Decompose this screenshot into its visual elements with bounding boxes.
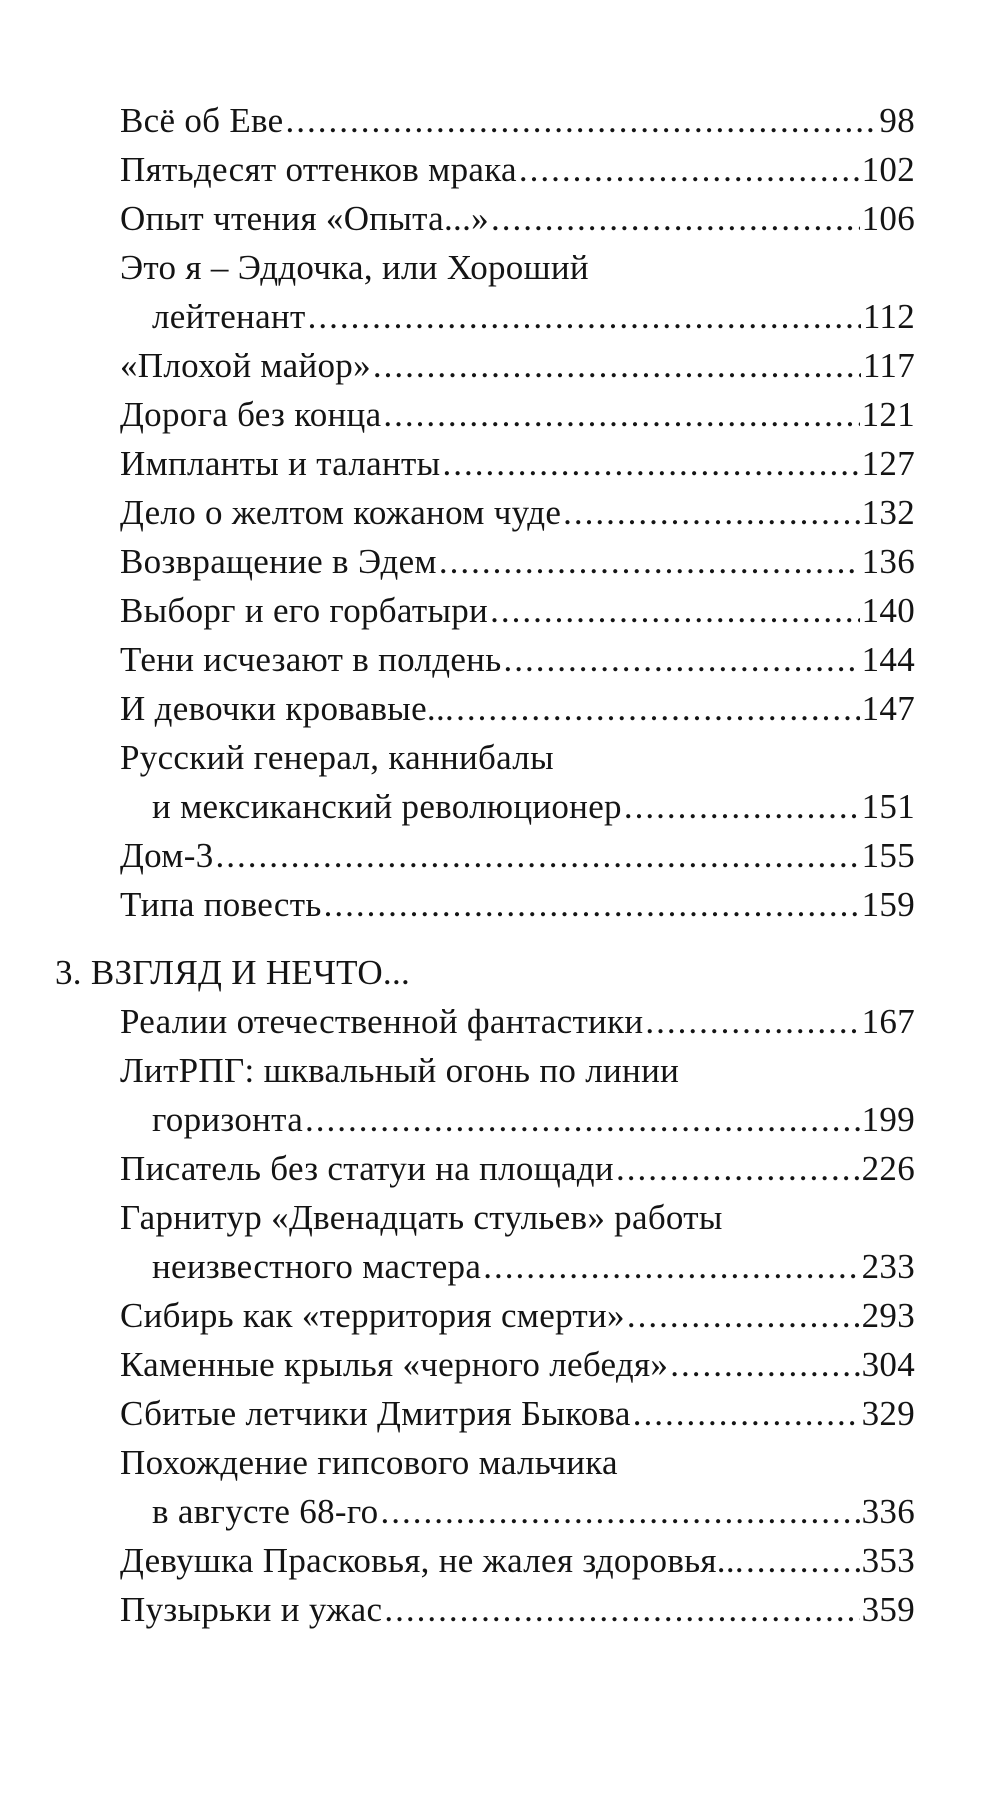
toc-entry-title: Пятьдесят оттенков мрака: [120, 150, 517, 189]
page-number: 167: [861, 1002, 915, 1041]
toc-entry: [55, 1046, 915, 1144]
toc-entry-line: [55, 537, 915, 586]
dot-leader: [645, 997, 859, 1046]
toc-entry: [55, 1585, 915, 1634]
toc-entry-line: [55, 145, 915, 194]
toc-entry-title: Дорога без конца: [120, 395, 382, 434]
toc-entry: [55, 684, 915, 733]
toc-entry-line: [55, 1389, 915, 1438]
toc-entry-line: [55, 586, 915, 635]
toc-entry: [55, 997, 915, 1046]
dot-leader: [308, 292, 861, 341]
dot-leader: [616, 1144, 860, 1193]
toc-entry-title: «Плохой майор»: [120, 346, 371, 385]
toc-entry-line: [55, 997, 915, 1046]
toc-entry: [55, 1193, 915, 1291]
page-number: 359: [861, 1590, 915, 1629]
dot-leader: [503, 635, 859, 684]
dot-leader: [490, 586, 860, 635]
dot-leader: [456, 684, 860, 733]
page-number: 102: [861, 150, 915, 189]
toc-entry-list: [55, 96, 915, 929]
toc-entry-title: Возвращение в Эдем: [120, 542, 437, 581]
toc-entry-title: Опыт чтения «Опыта...»: [120, 199, 489, 238]
toc-entry-title: Выборг и его горбатыри: [120, 591, 489, 630]
page-number: 159: [861, 885, 915, 924]
page-number: 117: [862, 346, 915, 385]
dot-leader: [380, 1487, 859, 1536]
toc-entry-title: и мексиканский революционер: [152, 787, 622, 826]
toc-entry-title: неизвестного мастера: [152, 1247, 482, 1286]
toc-entry-line: [55, 1536, 915, 1585]
toc-entry-title: Каменные крылья «черного лебедя»: [120, 1345, 669, 1384]
page-number: 293: [861, 1296, 915, 1335]
page-number: 329: [861, 1394, 915, 1433]
page-number: 304: [861, 1345, 915, 1384]
toc-entry-title: Писатель без статуи на площади: [120, 1149, 614, 1188]
page-number: 132: [861, 493, 915, 532]
toc-entry: [55, 1340, 915, 1389]
dot-leader: [627, 1291, 860, 1340]
toc-entry-line: [55, 390, 915, 439]
toc-entry: [55, 1144, 915, 1193]
dot-leader: [324, 880, 860, 929]
page-number: 199: [861, 1100, 915, 1139]
dot-leader: [383, 390, 859, 439]
toc-entry-line: [55, 831, 915, 880]
toc-entry-title: Дом-3: [120, 836, 214, 875]
toc-entry-line: [55, 96, 915, 145]
dot-leader: [746, 1536, 860, 1585]
toc-entry-title: Импланты и таланты: [120, 444, 441, 483]
dot-leader: [216, 831, 860, 880]
toc-entry: [55, 831, 915, 880]
dot-leader: [670, 1340, 859, 1389]
dot-leader: [384, 1585, 859, 1634]
toc-entry-line: [55, 1487, 915, 1536]
toc-entry: [55, 96, 915, 145]
page-number: 106: [861, 199, 915, 238]
toc-entry: [55, 733, 915, 831]
toc-entry-title: Девушка Прасковья, не жалея здоровья...: [120, 1541, 744, 1580]
dot-leader: [519, 145, 860, 194]
toc-entry-title-line: Русский генерал, каннибалы: [120, 738, 554, 777]
toc-entry: [55, 145, 915, 194]
dot-leader: [442, 439, 859, 488]
table-of-contents: [55, 96, 915, 1634]
toc-entry: [55, 586, 915, 635]
toc-entry-title-line: ЛитРПГ: шквальный огонь по линии: [120, 1051, 680, 1090]
page-number: 226: [861, 1149, 915, 1188]
page-number: 140: [861, 591, 915, 630]
toc-entry-line: [55, 194, 915, 243]
toc-entry: [55, 880, 915, 929]
toc-entry-line: [55, 488, 915, 537]
toc-entry-title: Всё об Еве: [120, 101, 284, 140]
toc-entry-title: Типа повесть: [120, 885, 322, 924]
toc-entry-title: Дело о желтом кожаном чуде: [120, 493, 562, 532]
toc-entry-title: горизонта: [152, 1100, 304, 1139]
page-number: 336: [861, 1492, 915, 1531]
page-number: 127: [861, 444, 915, 483]
toc-entry: [55, 488, 915, 537]
toc-entry: [55, 439, 915, 488]
toc-entry-line: [55, 341, 915, 390]
toc-entry-title: Тени исчезают в полдень: [120, 640, 502, 679]
dot-leader: [633, 1389, 860, 1438]
toc-entry-title: И девочки кровавые...: [120, 689, 455, 728]
toc-entry: [55, 1291, 915, 1340]
dot-leader: [439, 537, 860, 586]
toc-entry-title: Сибирь как «территория смерти»: [120, 1296, 625, 1335]
toc-entry-title-line: Похождение гипсового мальчика: [120, 1443, 618, 1482]
page-number: 151: [861, 787, 915, 826]
page-number: 147: [861, 689, 915, 728]
section-heading: 3. ВЗГЛЯД И НЕЧТО...: [55, 953, 411, 992]
toc-entry-line: [55, 880, 915, 929]
dot-leader: [491, 194, 860, 243]
page-number: 144: [861, 640, 915, 679]
toc-entry: [55, 390, 915, 439]
toc-entry-line: [55, 292, 915, 341]
toc-entry-title: Сбитые летчики Дмитрия Быкова: [120, 1394, 631, 1433]
page-number: 98: [879, 101, 915, 140]
toc-entry: [55, 1438, 915, 1536]
toc-entry-title-line: Это я – Эддочка, или Хороший: [120, 248, 589, 287]
dot-leader: [285, 96, 877, 145]
toc-entry-title: Пузырьки и ужас: [120, 1590, 383, 1629]
page-number: 155: [861, 836, 915, 875]
toc-entry-line: [55, 782, 915, 831]
toc-entry: [55, 194, 915, 243]
dot-leader: [373, 341, 861, 390]
toc-entry-line: [55, 1144, 915, 1193]
toc-entry: [55, 1536, 915, 1585]
toc-entry-line: [55, 1242, 915, 1291]
toc-entry-line: [55, 1291, 915, 1340]
toc-entry: [55, 1389, 915, 1438]
dot-leader: [563, 488, 859, 537]
toc-entry-line: [55, 439, 915, 488]
toc-entry-line: [55, 635, 915, 684]
toc-entry-title-line: Гарнитур «Двенадцать стульев» работы: [120, 1198, 723, 1237]
page-number: 121: [861, 395, 915, 434]
dot-leader: [624, 782, 860, 831]
toc-entry-line: [55, 1340, 915, 1389]
page-number: 136: [861, 542, 915, 581]
page-number: 353: [861, 1541, 915, 1580]
toc-entry-line: [55, 1095, 915, 1144]
toc-entry-title: лейтенант: [152, 297, 306, 336]
dot-leader: [305, 1095, 860, 1144]
toc-entry-title: Реалии отечественной фантастики: [120, 1002, 644, 1041]
toc-entry-line: [55, 1585, 915, 1634]
section-entry-list: [55, 997, 915, 1634]
toc-entry-title: в августе 68-го: [152, 1492, 379, 1531]
toc-entry: [55, 537, 915, 586]
toc-entry: [55, 635, 915, 684]
toc-entry-line: [55, 684, 915, 733]
toc-entry: [55, 243, 915, 341]
page-number: 112: [862, 297, 915, 336]
page-number: 233: [861, 1247, 915, 1286]
dot-leader: [483, 1242, 859, 1291]
toc-entry: [55, 341, 915, 390]
